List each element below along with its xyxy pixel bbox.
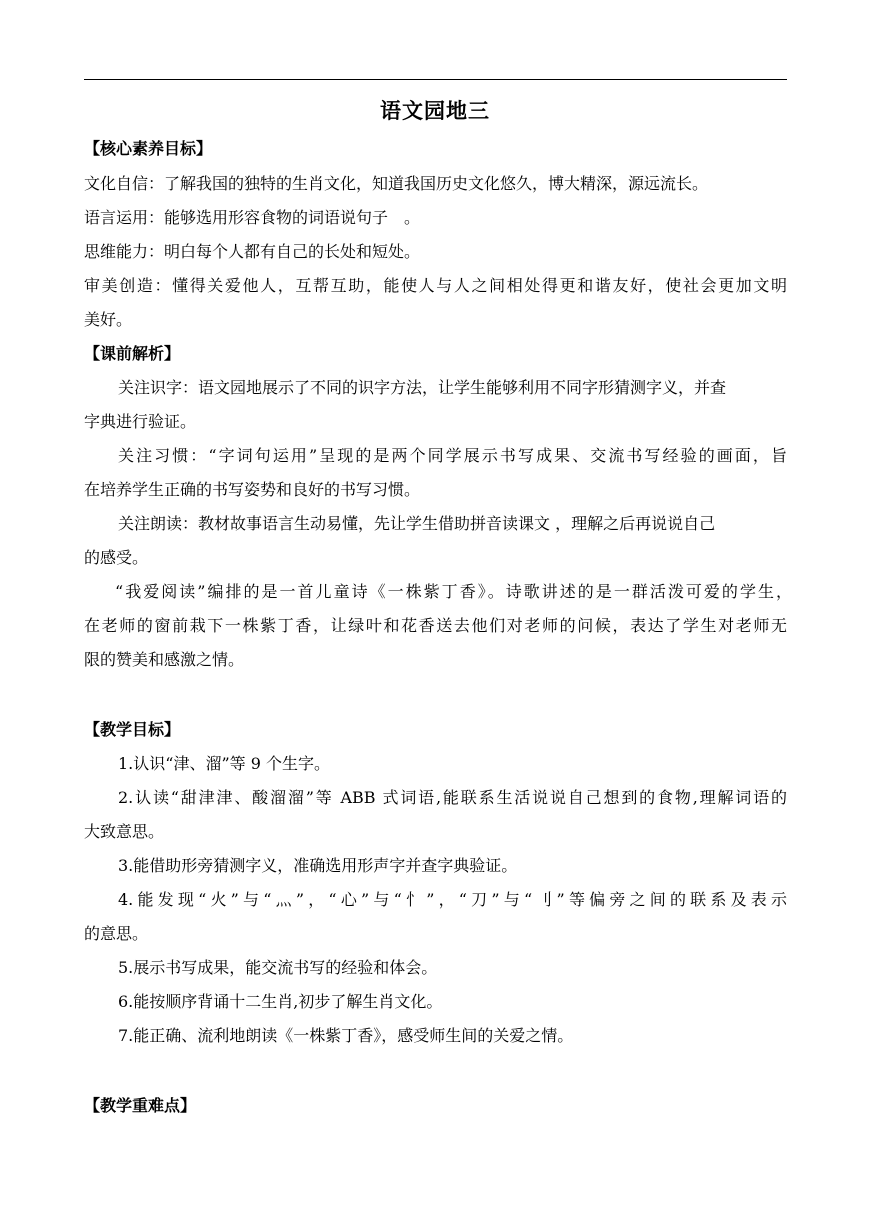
page-title: 语文园地三 [380, 99, 490, 123]
teaching-goal-line: 6.能按顺序背诵十二生肖,初步了解生肖文化。 [118, 992, 443, 1011]
header-rule [84, 79, 787, 80]
core-goal-line: 审美创造：懂得关爱他人，互帮互助，能使人与人之间相处得更和谐友好，使社会更加文明 [84, 276, 787, 295]
core-goal-line: 思维能力：明白每个人都有自己的长处和短处。 [84, 242, 421, 261]
section-heading-pre-analysis: 【课前解析】 [84, 344, 181, 363]
pre-analysis-line: “我爱阅读”编排的是一首儿童诗《一株紫丁香》。诗歌讲述的是一群活泼可爱的学生， [115, 582, 792, 601]
section-heading-teaching-goals: 【教学目标】 [84, 720, 181, 739]
pre-analysis-line: 在老师的窗前栽下一株紫丁香，让绿叶和花香送去他们对老师的问候，表达了学生对老师无 [84, 616, 787, 635]
teaching-goal-line: 的意思。 [84, 924, 149, 943]
section-heading-core-goals: 【核心素养目标】 [84, 139, 213, 158]
pre-analysis-line: 限的赞美和感激之情。 [84, 650, 245, 669]
core-goal-line: 语言运用：能够选用形容食物的词语说句子 。 [84, 208, 421, 227]
teaching-goal-line: 7.能正确、流利地朗读《一株紫丁香》，感受师生间的关爱之情。 [118, 1026, 574, 1045]
teaching-goal-line: 2.认读“甜津津、酸溜溜”等 ABB 式词语,能联系生活说说自己想到的食物,理解词语的 [118, 788, 787, 807]
teaching-goal-line: 5.展示书写成果，能交流书写的经验和体会。 [118, 958, 438, 977]
pre-analysis-line: 在培养学生正确的书写姿势和良好的书写习惯。 [84, 480, 421, 499]
teaching-goal-line: 4.能发现“火”与“灬”，“心”与“忄”，“刀”与“刂”等偏旁之间的联系及表示 [118, 890, 787, 909]
core-goal-line: 美好。 [84, 310, 133, 329]
pre-analysis-line: 字典进行验证。 [84, 412, 197, 431]
pre-analysis-line: 关注识字：语文园地展示了不同的识字方法，让学生能够利用不同字形猜测字义，并查 [118, 378, 727, 397]
teaching-goal-line: 大致意思。 [84, 822, 165, 841]
pre-analysis-line: 关注习惯：“字词句运用”呈现的是两个同学展示书写成果、交流书写经验的画面，旨 [118, 446, 787, 465]
pre-analysis-line: 关注朗读：教材故事语言生动易懂，先让学生借助拼音读课文 ，理解之后再说说自己 [118, 514, 716, 533]
section-heading-key-points: 【教学重难点】 [84, 1096, 197, 1115]
pre-analysis-line: 的感受。 [84, 548, 149, 567]
teaching-goal-line: 3.能借助形旁猜测字义，准确选用形声字并查字典验证。 [118, 856, 518, 875]
teaching-goal-line: 1.认识“津、溜”等 9 个生字。 [118, 754, 330, 773]
core-goal-line: 文化自信：了解我国的独特的生肖文化，知道我国历史文化悠久，博大精深，源远流长。 [84, 174, 709, 193]
